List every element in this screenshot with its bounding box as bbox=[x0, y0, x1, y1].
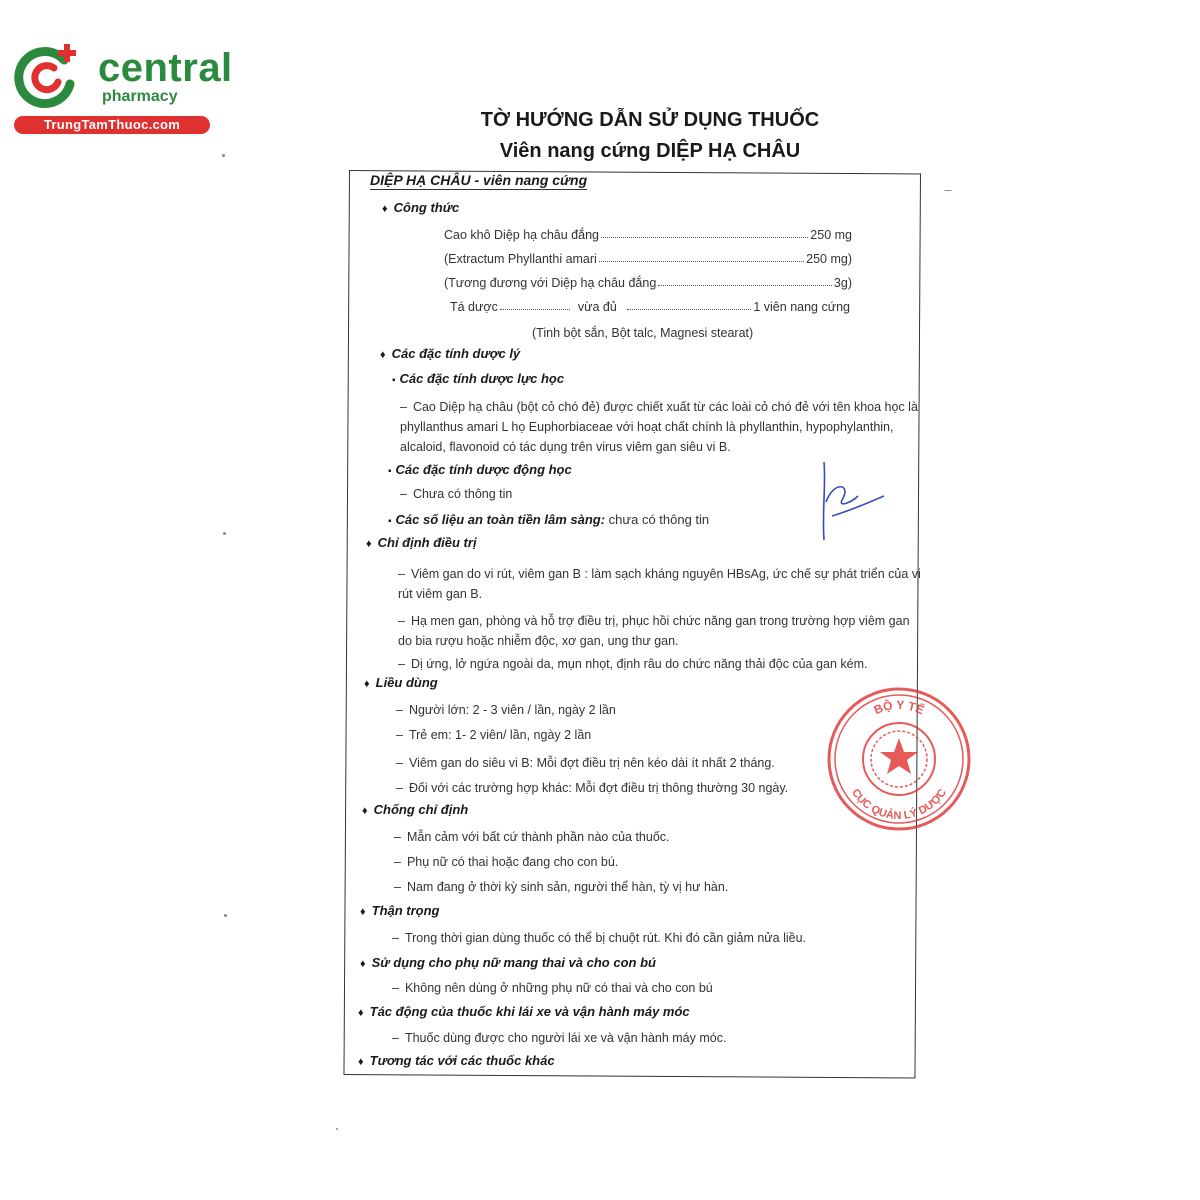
list-item-text: Viêm gan do vi rút, viêm gan B : làm sạch kháng nguyên HBsAg, ức chế sự phát triển của vi rút viêm gan B. bbox=[398, 567, 921, 601]
dash-bullet-icon: – bbox=[394, 855, 401, 869]
svg-text:CỤC QUẢN LÝ DƯỢC bbox=[849, 787, 949, 822]
section-cong-thuc bbox=[382, 200, 459, 215]
dash-bullet-icon: – bbox=[400, 400, 407, 414]
excipient-qs: vừa đủ bbox=[577, 300, 617, 314]
list-item bbox=[394, 830, 670, 844]
subsection-heading: Các đặc tính dược động học bbox=[395, 462, 572, 477]
scan-speck bbox=[224, 914, 227, 917]
section-heading: Thận trọng bbox=[371, 903, 440, 918]
section-chi-dinh bbox=[366, 535, 477, 550]
subsection-heading: Các số liệu an toàn tiền lâm sàng: bbox=[395, 512, 606, 527]
list-item-text: Nam đang ở thời kỳ sinh sản, người thể hàn, tỳ vị hư hàn. bbox=[406, 880, 729, 894]
dash-bullet-icon: – bbox=[398, 614, 405, 628]
list-item-text: Dị ứng, lở ngứa ngoài da, mụn nhọt, định râu do chức năng thải độc của gan kém. bbox=[410, 657, 868, 671]
subsection-duoc-luc-hoc bbox=[392, 371, 564, 386]
section-phu-nu bbox=[360, 955, 656, 970]
dash-bullet-icon: – bbox=[392, 1031, 399, 1045]
central-pharmacy-logo-icon bbox=[12, 40, 84, 112]
section-lieu-dung bbox=[364, 675, 438, 690]
list-item bbox=[394, 855, 618, 869]
handwritten-signature-icon bbox=[812, 456, 892, 546]
brand-logo[interactable] bbox=[12, 38, 233, 138]
document-subtitle: Viên nang cứng DIỆP HẠ CHÂU bbox=[499, 140, 801, 162]
scan-speck bbox=[336, 1128, 338, 1130]
scan-speck bbox=[223, 532, 226, 535]
diamond-bullet-icon: ♦ bbox=[380, 349, 386, 361]
scan-speck bbox=[222, 154, 225, 157]
list-item-text: Hạ men gan, phòng và hỗ trợ điều trị, phục hồi chức năng gan trong trường hợp viêm gan do bia rượu hoặc nhiễm độc, xơ gan, ung thư gan. bbox=[398, 614, 910, 648]
list-item bbox=[398, 611, 922, 651]
list-item bbox=[392, 981, 713, 995]
pharmacokinetics-text bbox=[400, 487, 512, 501]
section-heading: Chỉ định điều trị bbox=[377, 535, 477, 550]
scan-speck bbox=[944, 190, 952, 191]
list-item bbox=[392, 1031, 726, 1045]
seal-top-text: BỘ Y TẾ bbox=[871, 697, 927, 718]
section-dac-tinh bbox=[380, 346, 520, 361]
section-heading: Tác động của thuốc khi lái xe và vận hành máy móc bbox=[369, 1004, 690, 1019]
square-bullet-icon: ▪ bbox=[392, 375, 396, 386]
list-item bbox=[396, 728, 591, 742]
list-item bbox=[396, 703, 616, 717]
list-item bbox=[398, 564, 922, 604]
subsection-duoc-dong-hoc bbox=[388, 462, 572, 477]
section-heading: Tương tác với các thuốc khác bbox=[369, 1053, 555, 1068]
excipient-note: (Tinh bột sắn, Bột talc, Magnesi stearat) bbox=[532, 326, 754, 340]
subsection-tien-lam-sang bbox=[388, 512, 709, 527]
list-item bbox=[396, 756, 775, 770]
dash-bullet-icon: – bbox=[396, 728, 403, 742]
section-heading: Liều dùng bbox=[375, 675, 438, 690]
list-item-text: Trong thời gian dùng thuốc có thể bị chuột rút. Khi đó cần giảm nửa liều. bbox=[404, 931, 807, 945]
list-item-text: Người lớn: 2 - 3 viên / lần, ngày 2 lần bbox=[408, 703, 616, 717]
diamond-bullet-icon: ♦ bbox=[382, 203, 388, 215]
ingredient-amount: 3g) bbox=[833, 276, 852, 290]
section-heading: Chống chỉ định bbox=[373, 802, 469, 817]
ingredient-name: Cao khô Diệp hạ châu đắng bbox=[444, 228, 599, 242]
dash-bullet-icon: – bbox=[396, 703, 403, 717]
list-item bbox=[396, 781, 788, 795]
formula-row bbox=[444, 228, 852, 242]
list-item-text: Thuốc dùng được cho người lái xe và vận hành máy móc. bbox=[404, 1031, 727, 1045]
list-item-text: Phụ nữ có thai hoặc đang cho con bú. bbox=[406, 855, 619, 869]
diamond-bullet-icon: ♦ bbox=[360, 906, 366, 918]
section-lai-xe bbox=[358, 1004, 690, 1019]
dash-bullet-icon: – bbox=[392, 981, 399, 995]
preclinical-text: chưa có thông tin bbox=[608, 512, 710, 527]
document-title: TỜ HƯỚNG DẪN SỬ DỤNG THUỐC bbox=[480, 109, 820, 131]
section-heading: Các đặc tính dược lý bbox=[391, 346, 521, 361]
square-bullet-icon: ▪ bbox=[388, 466, 392, 477]
diamond-bullet-icon: ♦ bbox=[358, 1056, 364, 1068]
paragraph-text: Cao Diệp hạ châu (bột cỏ chó đẻ) được chiết xuất từ các loài cỏ chó đẻ với tên khoa học là phyllanthus amari L họ Euphorbiaceae với hoạt chất chính là phyllanthin, hypophylanthin, alcaloid, flavonoid có tác dụng trên virus viêm gan siêu vi B. bbox=[400, 400, 918, 454]
ingredient-name: (Tương đương với Diệp hạ châu đắng bbox=[444, 276, 657, 290]
ingredient-amount: 250 mg bbox=[810, 228, 852, 242]
formula-row-excipient bbox=[450, 300, 850, 314]
section-tuong-tac bbox=[358, 1053, 555, 1068]
section-than-trong bbox=[360, 903, 440, 918]
brand-tagline: pharmacy bbox=[102, 88, 178, 105]
dash-bullet-icon: – bbox=[396, 756, 403, 770]
dash-bullet-icon: – bbox=[394, 880, 401, 894]
brand-name: central bbox=[98, 46, 233, 90]
pharmacodynamics-text bbox=[400, 397, 924, 457]
list-item-text: Đối với các trường hợp khác: Mỗi đợt điều trị thông thường 30 ngày. bbox=[408, 781, 789, 795]
dash-bullet-icon: – bbox=[398, 567, 405, 581]
list-item-text: Không nên dùng ở những phụ nữ có thai và cho con bú bbox=[404, 981, 713, 995]
diamond-bullet-icon: ♦ bbox=[360, 958, 366, 970]
excipient-name: Tá dược bbox=[450, 300, 498, 314]
seal-bottom-text: CỤC QUẢN LÝ DƯỢC bbox=[849, 786, 949, 823]
list-item-text: Viêm gan do siêu vi B: Mỗi đợt điều trị nên kéo dài ít nhất 2 tháng. bbox=[408, 756, 775, 770]
list-item-text: Mẫn cảm với bất cứ thành phần nào của thuốc. bbox=[406, 830, 670, 844]
diamond-bullet-icon: ♦ bbox=[366, 538, 372, 550]
diamond-bullet-icon: ♦ bbox=[358, 1007, 364, 1019]
section-heading: Sử dụng cho phụ nữ mang thai và cho con bú bbox=[371, 955, 656, 970]
dash-bullet-icon: – bbox=[396, 781, 403, 795]
diamond-bullet-icon: ♦ bbox=[364, 678, 370, 690]
ingredient-name: (Extractum Phyllanthi amari bbox=[444, 252, 597, 266]
list-item bbox=[394, 880, 728, 894]
dash-bullet-icon: – bbox=[392, 931, 399, 945]
ingredient-amount: 250 mg) bbox=[806, 252, 852, 266]
dash-bullet-icon: – bbox=[400, 487, 407, 501]
section-chong-chi-dinh bbox=[362, 802, 468, 817]
box-heading: DIỆP HẠ CHÂU - viên nang cứng bbox=[370, 172, 588, 188]
formula-row bbox=[444, 276, 852, 290]
dash-bullet-icon: – bbox=[394, 830, 401, 844]
brand-website[interactable]: TrungTamThuoc.com bbox=[14, 116, 210, 134]
official-seal-icon bbox=[826, 686, 972, 832]
paragraph-text: Chưa có thông tin bbox=[412, 487, 513, 501]
list-item bbox=[398, 657, 867, 671]
dash-bullet-icon: – bbox=[398, 657, 405, 671]
diamond-bullet-icon: ♦ bbox=[362, 805, 368, 817]
section-heading: Công thức bbox=[393, 200, 460, 215]
excipient-amount: 1 viên nang cứng bbox=[753, 300, 850, 314]
svg-text:BỘ Y TẾ bbox=[872, 697, 927, 717]
square-bullet-icon: ▪ bbox=[388, 516, 392, 527]
subsection-heading: Các đặc tính dược lực học bbox=[399, 371, 565, 386]
formula-row bbox=[444, 252, 852, 266]
list-item-text: Trẻ em: 1- 2 viên/ lần, ngày 2 lần bbox=[408, 728, 592, 742]
list-item bbox=[392, 931, 806, 945]
